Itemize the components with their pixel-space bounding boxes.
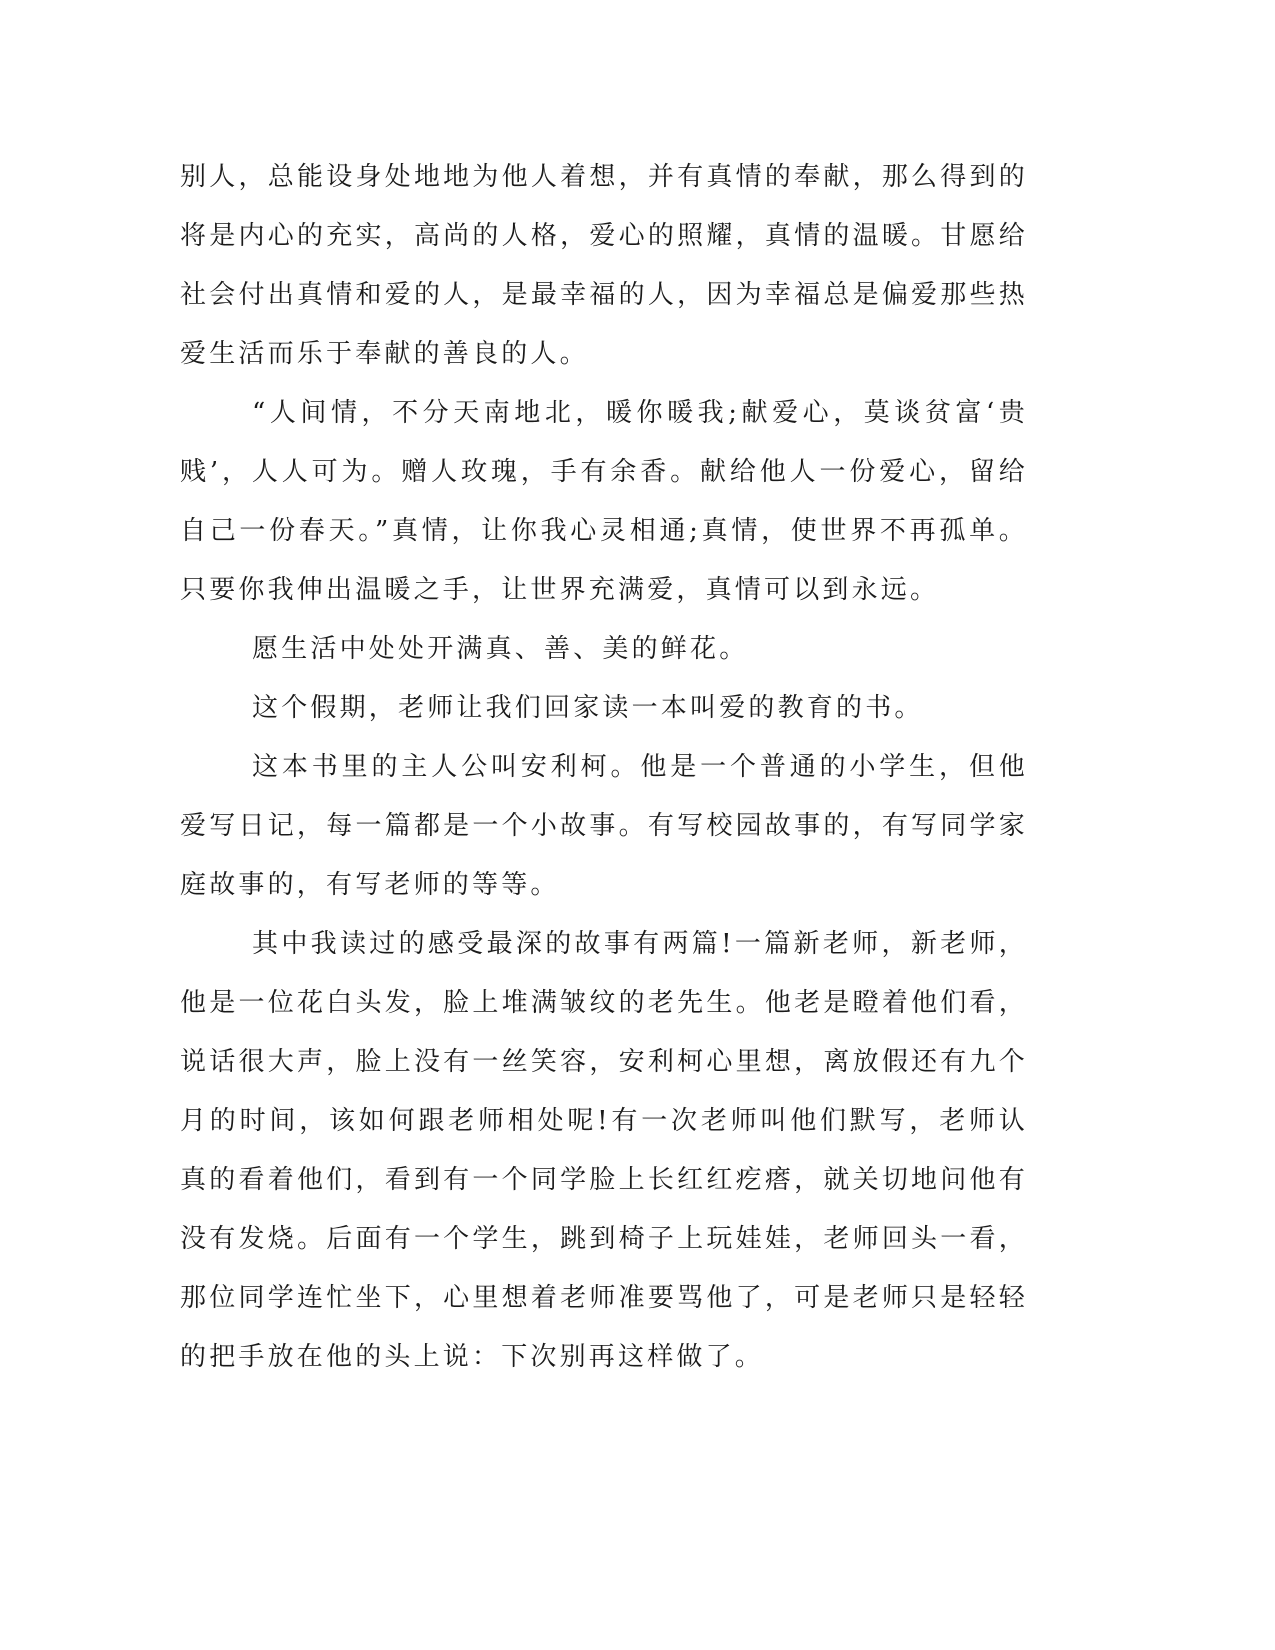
paragraph-4: 这个假期，老师让我们回家读一本叫爱的教育的书。 — [252, 693, 924, 723]
paragraph-3: 愿生活中处处开满真、善、美的鲜花。 — [252, 634, 749, 664]
document-body — [180, 148, 1028, 1387]
paragraph-2: “人间情，不分天南地北，暖你暖我;献爱心，莫谈贫富‘贵贱’，人人可为。赠人玫瑰，手有余香。献给他人一份爱心，留给自己一份春天。”真情，让你我心灵相通;真情，使世界不再孤单。只要你我伸出温暖之手，让世界充满爱，真情可以到永远。 — [180, 398, 1028, 605]
paragraph-5: 这本书里的主人公叫安利柯。他是一个普通的小学生，但他爱写日记，每一篇都是一个小故事。有写校园故事的，有写同学家庭故事的，有写老师的等等。 — [180, 752, 1028, 900]
paragraph-6: 其中我读过的感受最深的故事有两篇!一篇新老师，新老师，他是一位花白头发，脸上堆满皱纹的老先生。他老是瞪着他们看，说话很大声，脸上没有一丝笑容，安利柯心里想，离放假还有九个月的时间，该如何跟老师相处呢!有一次老师叫他们默写，老师认真的看着他们，看到有一个同学脸上长红红疙瘩，就关切地问他有没有发烧。后面有一个学生，跳到椅子上玩娃娃，老师回头一看，那位同学连忙坐下，心里想着老师准要骂他了，可是老师只是轻轻的把手放在他的头上说：下次别再这样做了。 — [180, 929, 1028, 1372]
paragraph-1: 别人，总能设身处地地为他人着想，并有真情的奉献，那么得到的将是内心的充实，高尚的人格，爱心的照耀，真情的温暖。甘愿给社会付出真情和爱的人，是最幸福的人，因为幸福总是偏爱那些热爱生活而乐于奉献的善良的人。 — [180, 162, 1028, 369]
